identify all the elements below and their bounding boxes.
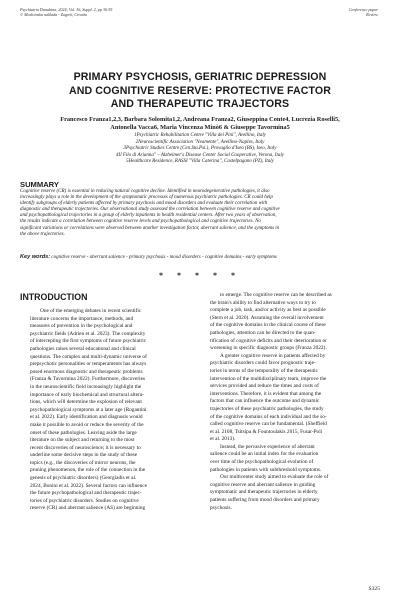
body-line: topics (e.g., the discoveries of mirror neurons, the — [30, 459, 136, 466]
body-line: onset of these pathologies. Leaving aside the large — [30, 429, 137, 436]
summary-line: and psychopathological trajectories in a group of elderly inpatients in health residential centers. After two years of observation, — [20, 213, 277, 219]
body-line: (Franza & Tavormina 2022). Furthermore, discoveries — [30, 376, 146, 383]
author-line: Antonella Vacca6, Maria Vincenza Minò6 & Giuseppe Tavormina5 — [110, 124, 290, 132]
summary-line: increasingly plays a role in the development of the symptomatic processes of numerous psychiatric pathologies. CR could help — [20, 195, 273, 201]
body-line: services provided and reduce the times and costs of — [210, 383, 319, 390]
body-paragraph — [210, 474, 380, 512]
body-line: complete a job, task, and/or activity as best as possible — [210, 307, 326, 314]
title-line: AND THERAPEUTIC TRAJECTORS — [110, 98, 290, 110]
body-line: called cognitive reserve can be fundamental. (Sheffield — [210, 421, 327, 428]
body-paragraph — [210, 353, 380, 444]
body-line: pathologies, attention can be directed to the quan- — [210, 329, 316, 336]
journal-publisher: © Medicinska naklada - Zagreb, Croatia — [20, 12, 87, 17]
body-paragraph — [30, 308, 190, 513]
body-line: tories in terms of the temporality of the therapeutic — [210, 367, 318, 374]
body-line: literature on the subject and returning to the most — [30, 437, 135, 444]
body-line: measures of prevention in the psychological and — [30, 323, 133, 330]
summary-line: identify subgroups of elderly patients affected by primary psychosis and mood disorders and evaluate their correlation with — [20, 201, 268, 207]
paper-subtype: Review — [366, 12, 378, 17]
affiliation-line: 2Neuroscientific Association "Neamente", Avellino-Naples, Italy — [135, 139, 265, 145]
affiliation-line: 1Psychiatric Rehabilitation Centre "Villa dei Pini", Avellino, Italy — [134, 133, 266, 138]
body-line: psychopathological symptoms at a later age (Rogantini — [30, 406, 147, 413]
summary-text — [20, 189, 380, 238]
summary-line: the results indicate a correlation between cognitive reserve levels and psychopathological and cognitive trajectories. No — [20, 219, 261, 225]
body-line: pathologies in patients with subthreshold symptoms. — [210, 466, 322, 473]
body-line: importance of early biochemical and structural altera- — [30, 391, 144, 398]
body-line: over time of the psychopathological evolution of — [210, 459, 314, 466]
body-line: et al. 2013). — [210, 436, 236, 443]
body-line: prepsychotic personalities or temperaments has always — [30, 361, 147, 368]
introduction-left-column — [30, 308, 190, 513]
body-line: et al. 2022). Early identification and diagnosis would — [30, 414, 143, 421]
body-line: One of the emerging debates in recent scientific — [40, 308, 142, 314]
body-line: posed enormous diagnostic and therapeutic problems — [30, 368, 143, 375]
body-line: of intercepting the first symptoms of future psychiatric — [30, 338, 147, 345]
body-line: of the cognitive domains of each individual and the so- — [210, 413, 327, 420]
body-line: pathologies raises several educational and clinical — [30, 345, 136, 352]
author-list — [20, 116, 380, 133]
summary-line: diagnostic and therapeutic trajectories. Our observational study assessed the correlation between cognitive reserve and cognitive — [20, 207, 280, 213]
body-line: in the neuroscientific field increasingly highlight the — [30, 383, 142, 390]
page-number: S325 — [368, 586, 380, 592]
body-line: the brain's ability to find alternative ways to try to — [210, 299, 316, 306]
body-line: of the cognitive domains in the clinical course of these — [210, 322, 326, 329]
body-line: make it possible to avoid or reduce the severity of the — [30, 421, 144, 428]
keywords-text: cognitive reserve - aberrant salience - primary psychosis - mood disorders - cognitive domains - early symptoms — [51, 255, 277, 260]
body-line: interventions. Therefore, it is evident that among the — [210, 390, 322, 397]
body-line: worsening in specific diagnostic groups (Franza 2022). — [210, 345, 327, 352]
body-paragraph — [210, 444, 380, 474]
affiliation-line: 3Psychiatric Studies Centre (Cen.Stu.Psi.), Provaglio d'Iseo (BS), Iseo, Italy — [123, 146, 277, 152]
body-line: factors that can influence the outcome and dynamic — [210, 398, 320, 405]
affiliation-list — [20, 133, 380, 166]
body-line: the future psychopathological and therapeutic trajec- — [30, 490, 142, 497]
paper-type: Conference paper — [348, 7, 378, 12]
body-line: cognitive reserve and aberrant salience in guiding — [210, 481, 316, 488]
body-line: psychiatric fields (Adrien et al. 2023). The complexity — [30, 330, 146, 337]
body-line: Our multicenter study aimed to evaluate the role of — [220, 474, 329, 481]
body-line: underline some decisive steps in the study of these — [30, 452, 138, 459]
title-line: PRIMARY PSYCHOSIS, GERIATRIC DEPRESSION — [73, 71, 327, 83]
body-line: psychiatric disorders could favor prognostic traje- — [210, 360, 316, 367]
affiliation-line: 4Il Filo di Arianna" – Alzheimer's Disease Center Social Cooperative, Verona, Italy — [116, 152, 284, 158]
body-line: genesis of psychiatric disorders) (Georgiadis et al. — [30, 475, 137, 482]
summary-heading: SUMMARY — [20, 180, 59, 189]
summary-line: the above trajectories. — [20, 231, 65, 237]
journal-citation: Psychiatria Danubina, 2024; Vol. 36, Suppl. 2, pp 36-55 — [20, 7, 113, 12]
paper-title — [20, 71, 380, 112]
body-line: psychosis. — [210, 504, 232, 511]
body-line: symptomatic and therapeutic trajectories in elderly — [210, 489, 318, 496]
body-line: et al. 2108, Tsitsipa & Fountoulakis 2015, Fusar-Poli — [210, 428, 323, 435]
body-line: questions. The complex and multi-dynamic universe of — [30, 353, 147, 360]
journal-header — [20, 7, 112, 17]
keywords — [20, 254, 380, 261]
body-line: reserve (CR) and aberrant salience (AS) are beginning — [30, 505, 146, 512]
body-line: Instead, the pervasive experience of aberrant — [220, 443, 315, 450]
affiliation-line: 5Healthcare Residence, RASSI "Villa Caterina", Castelpagano (PZ), Italy — [126, 159, 274, 165]
body-line: pruning phenomenon, the role of the connection in the — [30, 467, 146, 474]
body-line: salience could be an initial index for the evaluation — [210, 451, 319, 458]
body-line: tions, which will determine the explosion of relevant — [30, 399, 142, 406]
summary-line: Cognitive reserve (CR) is essential in reducing natural cognitive decline. Identified in neurodegenerative pathologies, it also — [20, 189, 270, 194]
body-line: (Stern et al. 2020). Assuming the overall involvement — [210, 314, 324, 321]
title-line: AND COGNITIVE RESERVE: PROTECTIVE FACTOR — [68, 84, 331, 97]
body-line: A greater cognitive reserve in patients affected by — [220, 352, 326, 359]
body-line: patients suffering from mood disorders and primary — [210, 497, 320, 504]
body-line: recent discoveries of neuroscience; it is necessary to — [30, 444, 141, 451]
body-line: literature concerns the importance, methods, and — [30, 315, 134, 322]
introduction-right-column — [210, 292, 380, 512]
body-line: intervention of the multidisciplinary team, improve the — [210, 375, 327, 382]
body-paragraph — [210, 292, 380, 353]
body-line: 2024, Bonini et al. 2022). Several factors can influence — [30, 482, 147, 489]
section-separator: * * * * * — [159, 271, 241, 280]
body-line: tification of cognitive deficits and their deterioration or — [210, 337, 327, 344]
body-line: to emerge. The cognitive reserve can be described as — [220, 292, 332, 298]
keywords-label: Key words: — [20, 254, 51, 260]
body-line: trajectories of these psychiatric pathologies, the study — [210, 405, 324, 412]
introduction-heading: INTRODUCTION — [20, 292, 88, 302]
summary-line: significant variations or correlations were observed between another investigation factor, aberrant salience, and the symptoms in — [20, 225, 280, 231]
body-line: tories of psychiatric disorders. Studies on cognitive — [30, 497, 139, 504]
paper-type-header — [349, 7, 378, 17]
author-line: Francesco Franza1,2,3, Barbara Solomita1,2, Andreana Franza2, Giuseppina Conte4, Lucrezia Roselli5, — [60, 116, 340, 123]
